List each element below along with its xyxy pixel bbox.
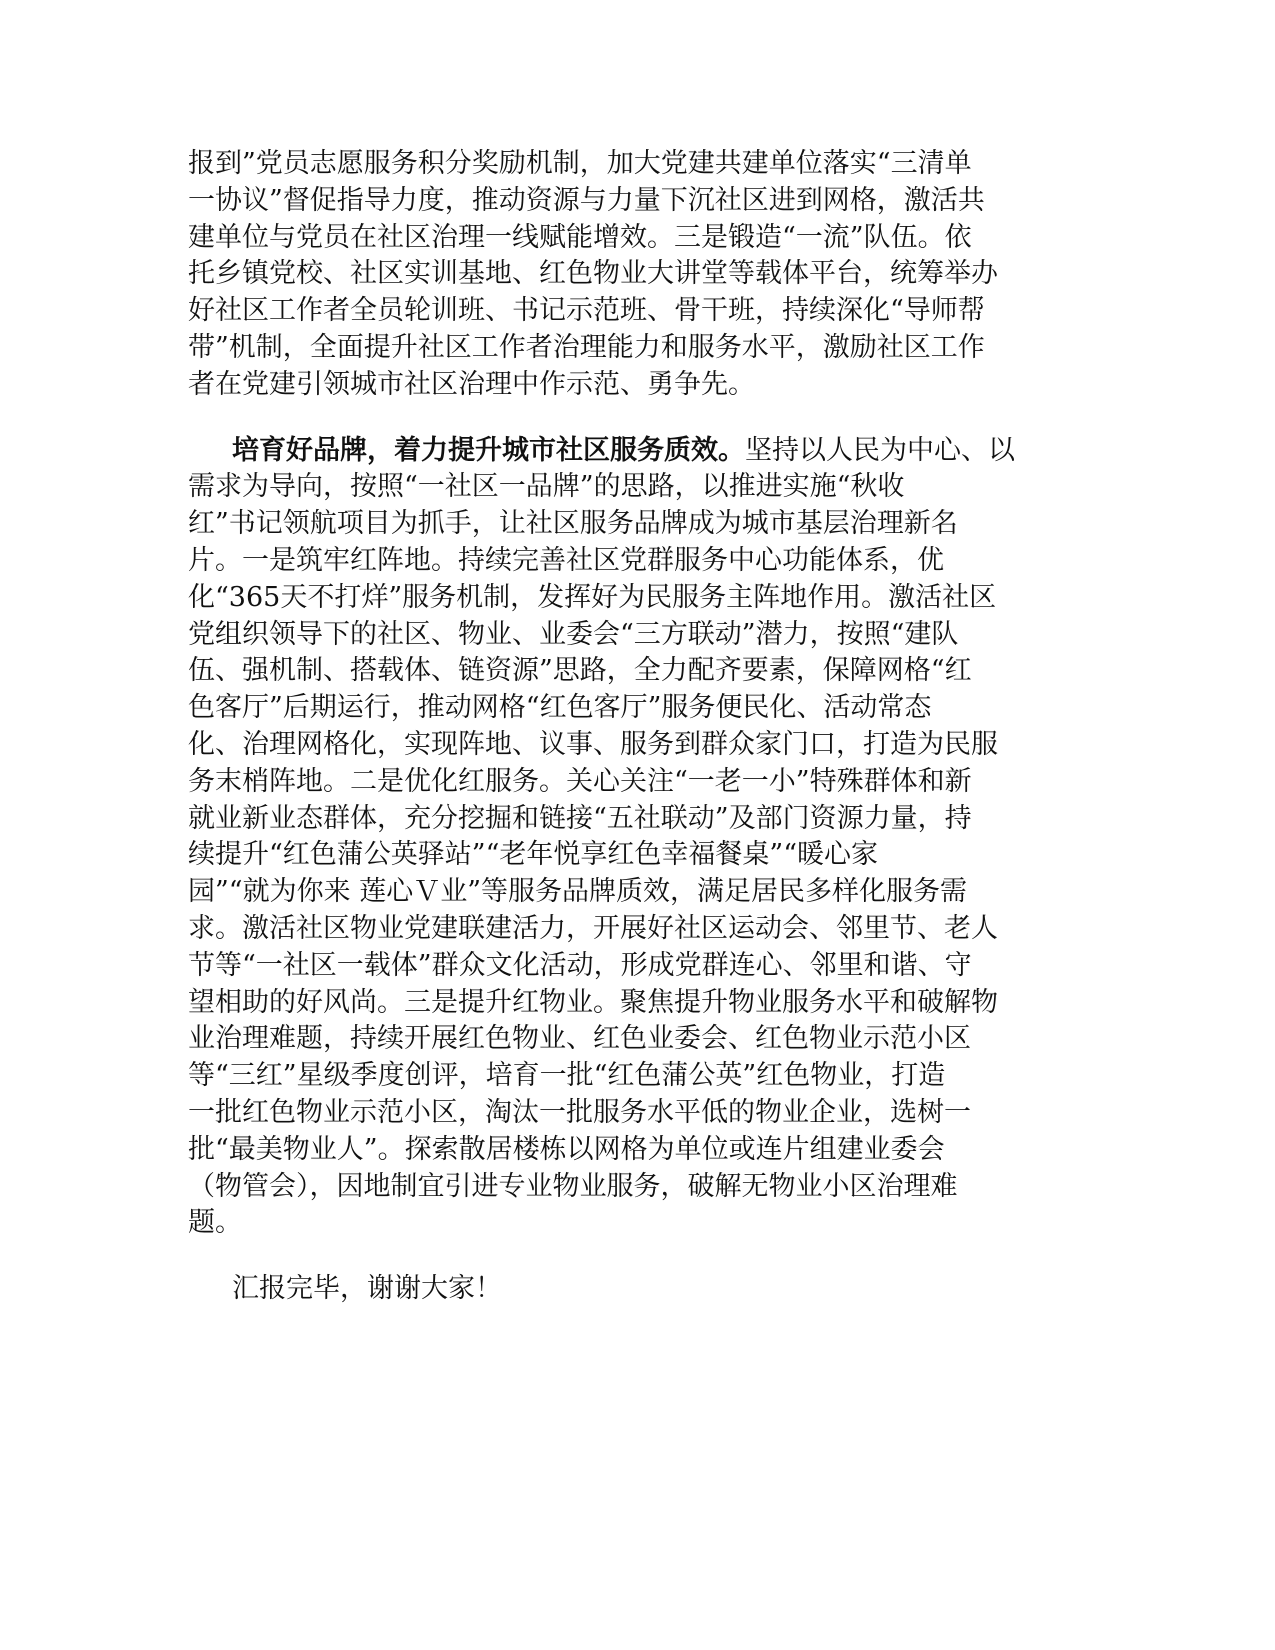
text-line: 节等“一社区一载体”群众文化活动，形成党群连心、邻里和谐、守: [188, 949, 972, 981]
text-line-first: [188, 433, 1068, 470]
text-line: 建单位与党员在社区治理一线赋能增效。三是锻造“一流”队伍。依: [188, 221, 972, 253]
text-line: 党组织领导下的社区、物业、业委会“三方联动”潜力，按照“建队: [188, 618, 959, 650]
document-body: [188, 146, 1068, 1308]
closing-line: 汇报完毕，谢谢大家！: [232, 1273, 502, 1305]
text-line: 伍、强机制、搭载体、链资源”思路，全力配齐要素，保障网格“红: [188, 655, 972, 687]
text-line: 化“365天不打烊”服务机制，发挥好为民服务主阵地作用。激活社区: [188, 581, 997, 613]
text-line: 带”机制，全面提升社区工作者治理能力和服务水平，激励社区工作: [188, 331, 985, 363]
text-line: 望相助的好风尚。三是提升红物业。聚焦提升物业服务水平和破解物: [188, 986, 998, 1018]
text-line: 化、治理网格化，实现阵地、议事、服务到群众家门口，打造为民服: [188, 728, 998, 760]
paragraph-1: [188, 146, 1068, 404]
paragraph-2: [188, 433, 1068, 1243]
heading-continuation: 坚持以人民为中心、以: [745, 434, 1015, 466]
text-line: 批“最美物业人”。探索散居楼栋以网格为单位或连片组建业委会: [188, 1133, 945, 1165]
text-line: 一批红色物业示范小区，淘汰一批服务水平低的物业企业，选树一: [188, 1096, 971, 1128]
text-line: 色客厅”后期运行，推动网格“红色客厅”服务便民化、活动常态: [188, 692, 932, 724]
text-line: 托乡镇党校、社区实训基地、红色物业大讲堂等载体平台，统筹举办: [188, 258, 998, 290]
text-line: （物管会），因地制宜引进专业物业服务，破解无物业小区治理难: [188, 1170, 958, 1202]
text-line: 需求为导向，按照“一社区一品牌”的思路，以推进实施“秋收: [188, 471, 905, 503]
text-line: 片。一是筑牢红阵地。持续完善社区党群服务中心功能体系，优: [188, 544, 944, 576]
text-line: 好社区工作者全员轮训班、书记示范班、骨干班，持续深化“导师帮: [188, 295, 985, 327]
text-line: 一协议”督促指导力度，推动资源与力量下沉社区进到网格，激活共: [188, 184, 985, 216]
text-line: 题。: [188, 1207, 242, 1239]
text-line: 等“三红”星级季度创评，培育一批“红色蒲公英”红色物业，打造: [188, 1060, 946, 1092]
text-line: 务末梢阵地。二是优化红服务。关心关注“一老一小”特殊群体和新: [188, 765, 972, 797]
paragraph-spacer: [188, 404, 1068, 433]
text-line: 者在党建引领城市社区治理中作示范、勇争先。: [188, 368, 755, 400]
text-line: 续提升“红色蒲公英驿站”“老年悦享红色幸福餐桌”“暖心家: [188, 839, 879, 871]
text-line: 业治理难题，持续开展红色物业、红色业委会、红色物业示范小区: [188, 1023, 971, 1055]
text-line: 红”书记领航项目为抓手，让社区服务品牌成为城市基层治理新名: [188, 508, 958, 540]
text-line: 就业新业态群体，充分挖掘和链接“五社联动”及部门资源力量，持: [188, 802, 972, 834]
text-line: 园”“就为你来 莲心Ｖ业”等服务品牌质效，满足居民多样化服务需: [188, 876, 967, 908]
section-heading: 培育好品牌，着力提升城市社区服务质效。: [232, 434, 745, 466]
paragraph-3: [188, 1271, 1068, 1308]
paragraph-spacer: [188, 1242, 1068, 1271]
text-line: 报到”党员志愿服务积分奖励机制，加大党建共建单位落实“三清单: [188, 148, 972, 179]
text-line: 求。激活社区物业党建联建活力，开展好社区运动会、邻里节、老人: [188, 912, 998, 944]
